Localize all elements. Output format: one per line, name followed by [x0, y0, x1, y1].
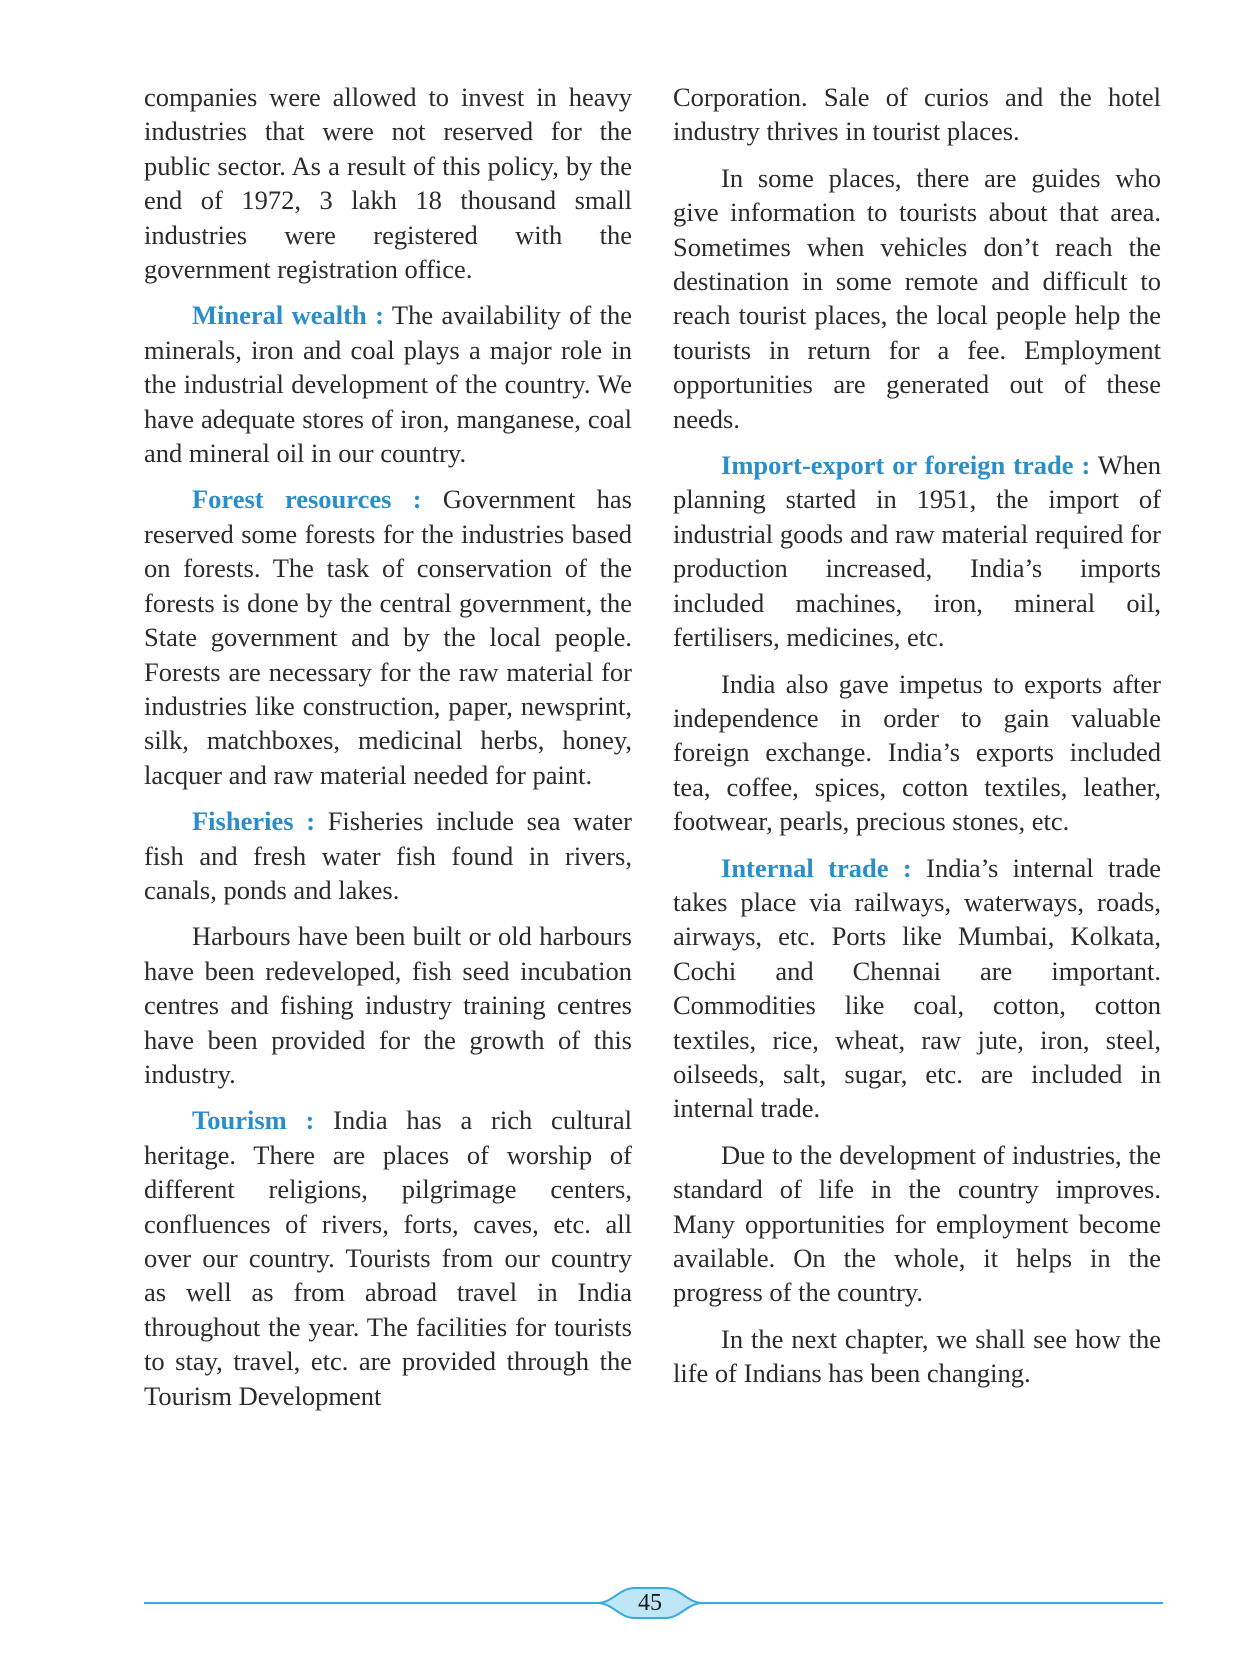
paragraph-text: When planning started in 1951, the import of industrial goods and raw material required for production increased, India’s imports included machines, iron, mineral oil, fertilisers, medicines, etc. [673, 450, 1161, 653]
section-heading-fisheries: Fisheries : [192, 806, 316, 837]
page-number: 45 [638, 1590, 662, 1616]
paragraph-text: India has a rich cultural heritage. There are places of worship of different religions, pilgrimage centers, confluences of rivers, forts, caves, etc. all over our country. Tourists from our country as well as from abroad travel in India throughout the year. The facilities for tourists to stay, travel, etc. are provided through the Tourism Development [144, 1105, 632, 1411]
paragraph-text: In some places, there are guides who give information to tourists about that area. Sometimes when vehicles don’t reach the destination in some remote and difficult to reach tourist places, the local people help the tourists in return for a fee. Employment opportunities are generated out of these needs. [673, 162, 1161, 434]
paragraph-tourism [144, 1103, 632, 1413]
paragraph-fisheries [144, 804, 632, 907]
paragraph-text: Government has reserved some forests for the industries based on forests. The task of conservation of the forests is done by the central government, the State government and by the local people. Forests are necessary for the raw material for industries like construction, paper, newsprint, silk, matchboxes, medicinal herbs, honey, lacquer and raw material needed for paint. [144, 484, 632, 790]
section-heading-import-export: Import-export or foreign trade : [721, 450, 1091, 481]
section-heading-forest-resources: Forest resources : [192, 484, 422, 515]
right-column [673, 80, 1161, 1403]
paragraph-text: Harbours have been built or old harbours have been redeveloped, fish seed incubation centres and fishing industry training centres have been provided for the growth of this industry. [144, 921, 632, 1089]
page-number-tab [597, 1586, 703, 1620]
paragraph-text: Fisheries include sea water fish and fresh water fish found in rivers, canals, ponds and lakes. [144, 806, 633, 905]
paragraph-mineral-wealth [144, 298, 632, 470]
paragraph-text: Due to the development of industries, the standard of life in the country improves. Many opportunities for employment become available. On the whole, it helps in the progress of the country. [673, 1139, 1161, 1308]
left-column [144, 80, 632, 1425]
paragraph-text: Corporation. Sale of curios and the hotel industry thrives in tourist places. [673, 82, 1161, 147]
paragraph-internal-trade [673, 851, 1161, 1126]
paragraph-import-export [673, 448, 1161, 654]
paragraph-text: The availability of the minerals, iron and coal plays a major role in the industrial development of the country. We have adequate stores of iron, manganese, coal and mineral oil in our country. [144, 300, 632, 469]
paragraph-exports [673, 667, 1161, 839]
paragraph-next-chapter [673, 1322, 1161, 1391]
section-heading-internal-trade: Internal trade : [721, 852, 912, 883]
section-heading-tourism: Tourism : [192, 1105, 315, 1136]
page-footer [144, 1586, 1163, 1620]
paragraph-text: India also gave impetus to exports after independence in order to gain valuable foreign exchange. India’s exports included tea, coffee, spices, cotton textiles, leather, footwear, pearls, precious stones, etc. [673, 668, 1161, 837]
paragraph-text: companies were allowed to invest in heavy industries that were not reserved for the public sector. As a result of this policy, by the end of 1972, 3 lakh 18 thousand small industries were registered with the government registration office. [144, 82, 632, 285]
paragraph-companies [144, 80, 632, 286]
paragraph-guides [673, 161, 1161, 436]
paragraph-development [673, 1138, 1161, 1310]
paragraph-corporation [673, 80, 1161, 149]
paragraph-text: In the next chapter, we shall see how the life of Indians has been changing. [673, 1323, 1161, 1389]
paragraph-harbours [144, 919, 632, 1091]
paragraph-forest-resources [144, 482, 632, 792]
section-heading-mineral-wealth: Mineral wealth : [192, 300, 384, 331]
paragraph-text: India’s internal trade takes place via railways, waterways, roads, airways, etc. Ports like Mumbai, Kolkata, Cochi and Chennai are important. Commodities like coal, cotton, cotton textiles, rice, wheat, raw jute, iron, steel, oilseeds, salt, sugar, etc. are included in internal trade. [673, 852, 1161, 1124]
